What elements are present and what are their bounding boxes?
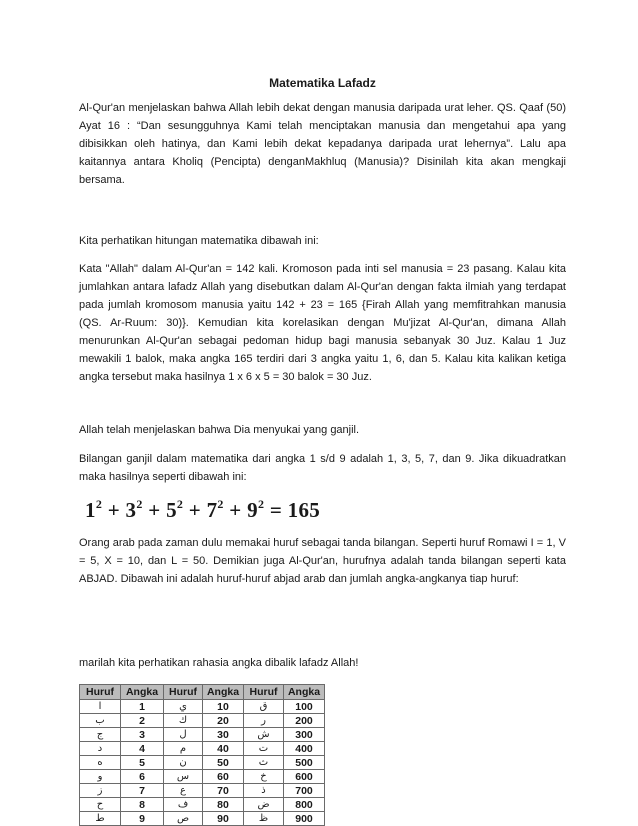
formula-result: 165 xyxy=(287,498,321,522)
arabic-letter-cell: د xyxy=(80,742,121,756)
arabic-letter-cell: ع xyxy=(164,784,203,798)
number-value-cell: 600 xyxy=(284,770,325,784)
number-value-cell: 300 xyxy=(284,728,325,742)
arabic-letter-cell: ش xyxy=(244,728,284,742)
formula-term: 1 xyxy=(85,498,96,522)
table-row xyxy=(80,770,325,784)
number-value-cell: 4 xyxy=(121,742,164,756)
formula-term: 5 xyxy=(166,498,177,522)
arabic-letter-cell: ك xyxy=(164,714,203,728)
odd-numbers-intro: Allah telah menjelaskan bahwa Dia menyukai yang ganjil. xyxy=(79,424,360,436)
column-header: Huruf xyxy=(244,685,284,700)
arabic-letter-cell: ب xyxy=(80,714,121,728)
arabic-letter-cell: ل xyxy=(164,728,203,742)
formula-operator: + xyxy=(188,498,202,522)
page-title: Matematika Lafadz xyxy=(269,76,376,90)
table-row xyxy=(80,812,325,826)
table-row xyxy=(80,784,325,798)
number-value-cell: 9 xyxy=(121,812,164,826)
number-value-cell: 20 xyxy=(203,714,244,728)
number-value-cell: 70 xyxy=(203,784,244,798)
number-value-cell: 80 xyxy=(203,798,244,812)
arabic-letter-cell: و xyxy=(80,770,121,784)
abjad-paragraph: Orang arab pada zaman dulu memakai huruf sebagai tanda bilangan. Seperti huruf Romawi I = 1, V = 5, X = 10, dan L = 50. Demikian juga Al-Qur'an, hurufnya adalah tanda bilangan seperti kata ABJAD. Dibawah ini adalah huruf-huruf abjad arab dan jumlah angka-angkanya tiap huruf: xyxy=(79,537,566,585)
number-value-cell: 500 xyxy=(284,756,325,770)
formula-term: 3 xyxy=(125,498,137,522)
number-value-cell: 900 xyxy=(284,812,325,826)
calculation-intro: Kita perhatikan hitungan matematika dibawah ini: xyxy=(79,235,319,247)
column-header: Angka xyxy=(203,685,244,700)
abjad-table-container xyxy=(79,684,325,826)
sum-of-squares-formula xyxy=(85,497,320,523)
arabic-letter-cell: ز xyxy=(80,784,121,798)
table-row xyxy=(80,714,325,728)
formula-exponent: 2 xyxy=(217,497,224,511)
arabic-letter-cell: ظ xyxy=(244,812,284,826)
number-value-cell: 40 xyxy=(203,742,244,756)
formula-exponent: 2 xyxy=(95,497,103,511)
arabic-letter-cell: ط xyxy=(80,812,121,826)
arabic-letter-cell: ي xyxy=(164,700,203,714)
abjad-table-body xyxy=(80,700,325,826)
formula-exponent: 2 xyxy=(176,497,184,511)
column-header: Huruf xyxy=(80,685,121,700)
number-value-cell: 200 xyxy=(284,714,325,728)
number-value-cell: 7 xyxy=(121,784,164,798)
arabic-letter-cell: ر xyxy=(244,714,284,728)
number-value-cell: 400 xyxy=(284,742,325,756)
arabic-letter-cell: ذ xyxy=(244,784,284,798)
number-value-cell: 30 xyxy=(203,728,244,742)
allah-secret-intro: marilah kita perhatikan rahasia angka dibalik lafadz Allah! xyxy=(79,657,359,669)
arabic-letter-cell: ص xyxy=(164,812,203,826)
arabic-letter-cell: ف xyxy=(164,798,203,812)
number-value-cell: 800 xyxy=(284,798,325,812)
odd-numbers-paragraph: Bilangan ganjil dalam matematika dari angka 1 s/d 9 adalah 1, 3, 5, 7, dan 9. Jika dikuadratkan maka hasilnya seperti dibawah ini: xyxy=(79,453,566,483)
formula-exponent: 2 xyxy=(257,497,265,511)
number-value-cell: 5 xyxy=(121,756,164,770)
number-value-cell: 50 xyxy=(203,756,244,770)
table-header-row xyxy=(80,685,325,700)
number-value-cell: 1 xyxy=(121,700,164,714)
table-row xyxy=(80,700,325,714)
arabic-letter-cell: م xyxy=(164,742,203,756)
formula-term: 7 xyxy=(206,498,218,522)
formula-exponent: 2 xyxy=(136,497,143,511)
number-value-cell: 60 xyxy=(203,770,244,784)
intro-paragraph: Al-Qur'an menjelaskan bahwa Allah lebih dekat dengan manusia daripada urat leher. QS. Qaaf (50) Ayat 16 : “Dan sesungguhnya Kami telah menciptakan manusia dan mengetahui apa yang dibisikkan oleh hatinya, dan Kami lebih dekat kepadanya daripada urat lehernya”. Lalu apa kaitannya antara Kholiq (Pencipta) denganMakhluq (Manusia)? Disinilah kita akan mengkaji bersama. xyxy=(79,102,566,186)
arabic-letter-cell: ث xyxy=(244,756,284,770)
formula-operator: + xyxy=(148,498,161,522)
arabic-letter-cell: ه xyxy=(80,756,121,770)
arabic-letter-cell: س xyxy=(164,770,203,784)
number-value-cell: 90 xyxy=(203,812,244,826)
table-row xyxy=(80,798,325,812)
formula-term: 9 xyxy=(247,498,258,522)
arabic-letter-cell: ح xyxy=(80,798,121,812)
arabic-letter-cell: ت xyxy=(244,742,284,756)
column-header: Angka xyxy=(284,685,325,700)
number-value-cell: 6 xyxy=(121,770,164,784)
formula-operator: + xyxy=(229,498,242,522)
arabic-letter-cell: ج xyxy=(80,728,121,742)
arabic-letter-cell: ن xyxy=(164,756,203,770)
arabic-letter-cell: خ xyxy=(244,770,284,784)
column-header: Huruf xyxy=(164,685,203,700)
abjad-table xyxy=(79,684,325,826)
formula-equals: = xyxy=(269,498,283,522)
column-header: Angka xyxy=(121,685,164,700)
formula-operator: + xyxy=(107,498,120,522)
arabic-letter-cell: ا xyxy=(80,700,121,714)
arabic-letter-cell: ض xyxy=(244,798,284,812)
calculation-paragraph: Kata "Allah" dalam Al-Qur'an = 142 kali. Kromoson pada inti sel manusia = 23 pasang. Kalau kita jumlahkan antara lafadz Allah yang disebutkan dalam Al-Qur'an dengan fakta ilmiah yang terdapat pada jumlah kromosom manusia yaitu 142 + 23 = 165 {Firah Allah yang memfitrahkan manusia (QS. Ar-Ruum: 30)}. Kemudian kita korelasikan dengan Mu'jizat Al-Qur'an, dimana Allah menurunkan Al-Qur'an sebagai pedoman hidup bagi manusia sebanyak 30 Juz. Kalau 1 Juz mewakili 1 balok, maka angka 165 terdiri dari 3 angka yaitu 1, 6, dan 5. Kalau kita kalikan ketiga angka tersebut maka hasilnya 1 x 6 x 5 = 30 balok = 30 Juz. xyxy=(79,263,566,383)
number-value-cell: 8 xyxy=(121,798,164,812)
table-row xyxy=(80,742,325,756)
table-row xyxy=(80,756,325,770)
number-value-cell: 3 xyxy=(121,728,164,742)
number-value-cell: 2 xyxy=(121,714,164,728)
number-value-cell: 100 xyxy=(284,700,325,714)
table-row xyxy=(80,728,325,742)
number-value-cell: 10 xyxy=(203,700,244,714)
arabic-letter-cell: ق xyxy=(244,700,284,714)
number-value-cell: 700 xyxy=(284,784,325,798)
